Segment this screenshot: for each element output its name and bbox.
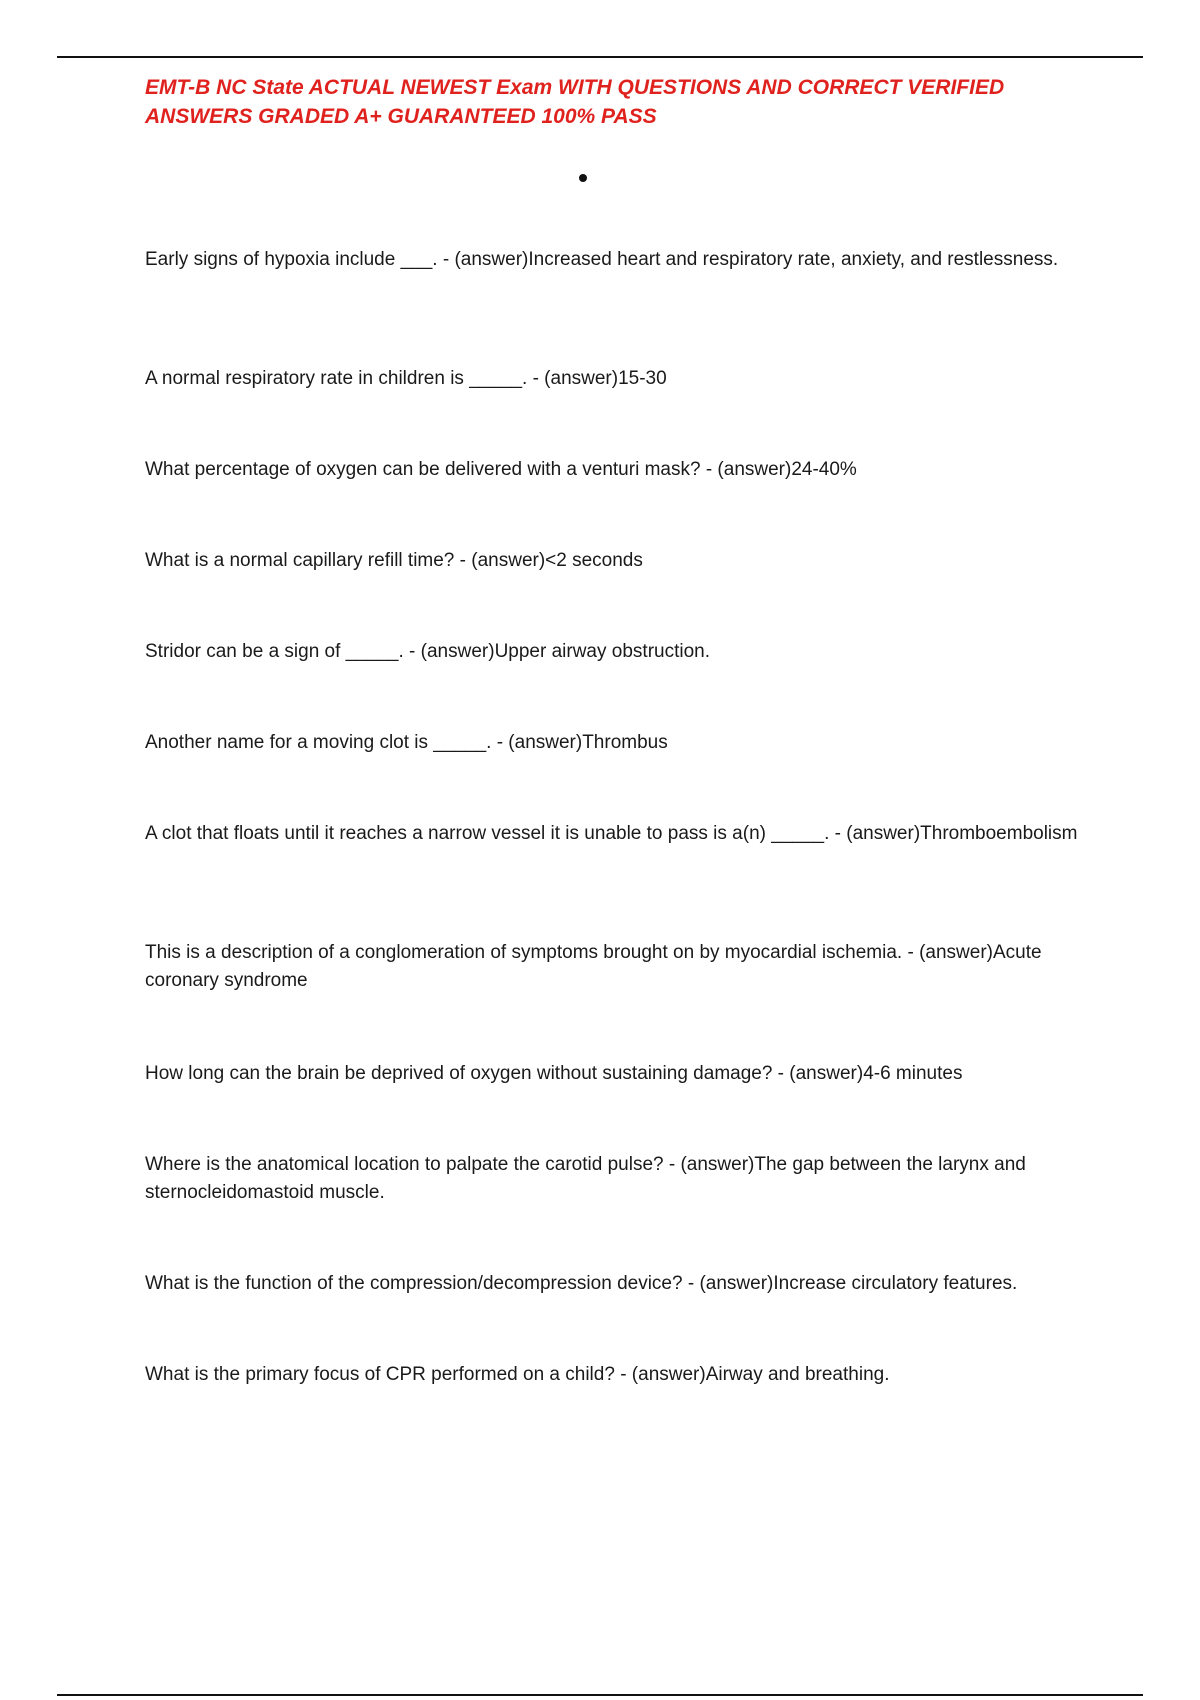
qa-item-2: A normal respiratory rate in children is _____. - (answer)15-30 — [145, 368, 667, 389]
top-rule — [57, 56, 1143, 58]
qa-item-1: Early signs of hypoxia include ___. - (answer)Increased heart and respiratory rate, anxiety, and restlessness. — [145, 249, 1059, 270]
qa-item-8: This is a description of a conglomeration of symptoms brought on by myocardial ischemia. - (answer)Acute coronary syndrome — [145, 942, 1042, 991]
qa-item-10: Where is the anatomical location to palpate the carotid pulse? - (answer)The gap between the larynx and sternocleidomastoid muscle. — [145, 1154, 1026, 1203]
qa-item-6: Another name for a moving clot is _____. - (answer)Thrombus — [145, 732, 668, 753]
qa-item-7: A clot that floats until it reaches a narrow vessel it is unable to pass is a(n) _____. - (answer)Thromboembolism — [145, 823, 1078, 844]
qa-item-9: How long can the brain be deprived of oxygen without sustaining damage? - (answer)4-6 minutes — [145, 1063, 963, 1084]
qa-item-12: What is the primary focus of CPR performed on a child? - (answer)Airway and breathing. — [145, 1364, 890, 1385]
qa-item-3: What percentage of oxygen can be delivered with a venturi mask? - (answer)24-40% — [145, 459, 857, 480]
document-title: EMT-B NC State ACTUAL NEWEST Exam WITH QUESTIONS AND CORRECT VERIFIED ANSWERS GRADED A+ GUARANTEED 100% PASS — [145, 76, 1005, 128]
qa-item-5: Stridor can be a sign of _____. - (answer)Upper airway obstruction. — [145, 641, 710, 662]
qa-item-4: What is a normal capillary refill time? - (answer)<2 seconds — [145, 550, 643, 571]
qa-item-11: What is the function of the compression/decompression device? - (answer)Increase circulatory features. — [145, 1273, 1018, 1294]
bullet-icon — [579, 174, 587, 182]
bottom-rule — [57, 1694, 1143, 1696]
